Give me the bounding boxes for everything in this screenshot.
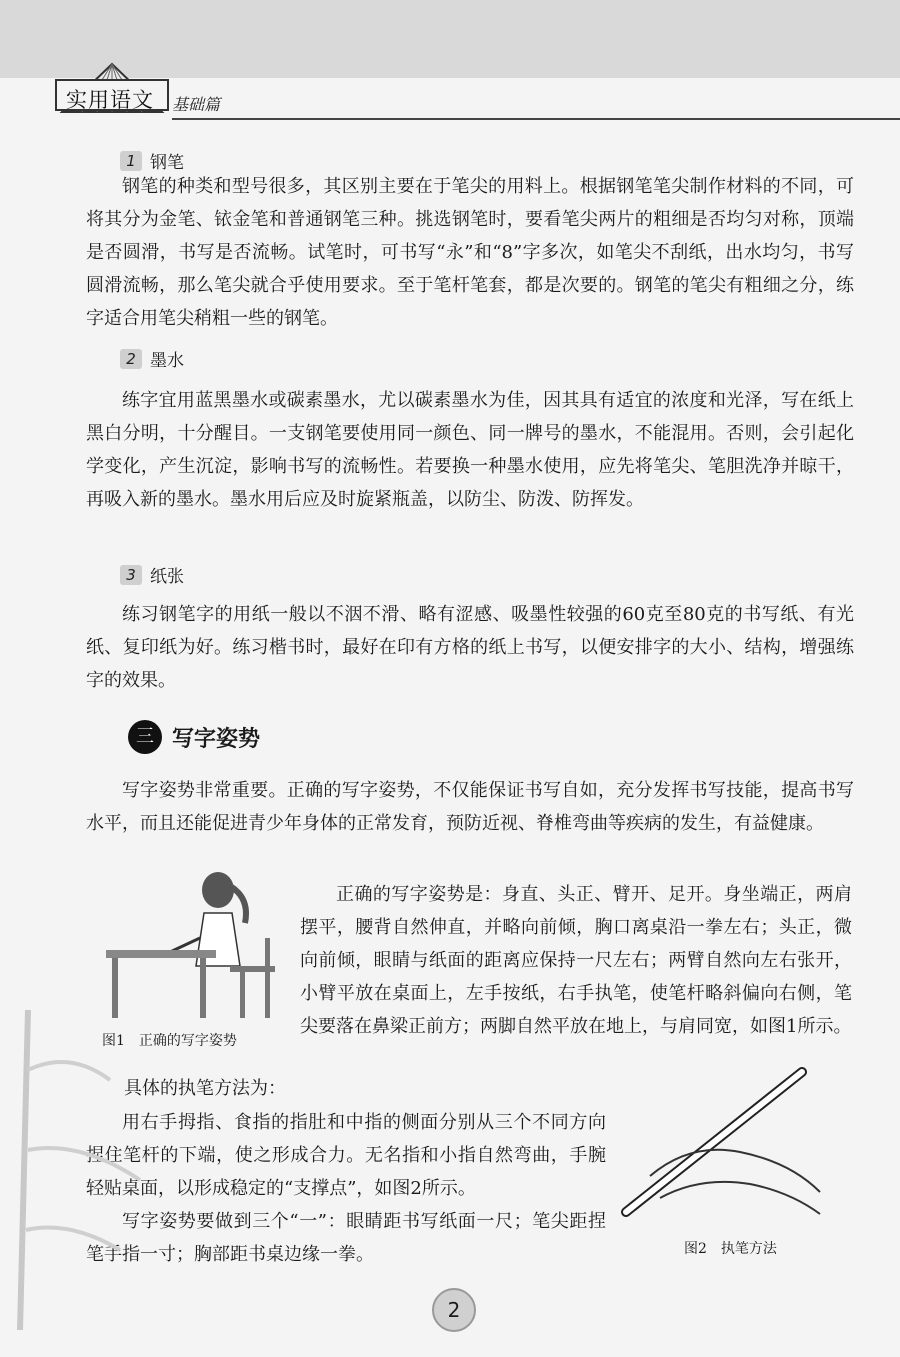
- section-title: 钢笔: [150, 153, 184, 173]
- figure-2-caption: 图2 执笔方法: [684, 1241, 777, 1257]
- paragraph-ink: 练字宜用蓝黑墨水或碳素墨水，尤以碳素墨水为佳，因其具有适宜的浓度和光泽，写在纸上黑白分明，十分醒目。一支钢笔要使用同一颜色、同一牌号的墨水，不能混用。否则，会引起化学变化，产生沉淀，影响书写的流畅性。若要换一种墨水使用，应先将笔尖、笔胆洗净并晾干，再吸入新的墨水。墨水用后应及时旋紧瓶盖，以防尘、防泼、防挥发。: [86, 390, 854, 510]
- paragraph-posture-detail: 正确的写字姿势是：身直、头正、臂开、足开。身坐端正，两肩摆平，腰背自然伸直，并略向前倾，胸口离桌沿一拳左右；头正，微向前倾，眼睛与纸面的距离应保持一尺左右；两臂自然向左右张开，小臂平放在桌面上，左手按纸，右手执笔，使笔杆略斜偏向右侧，笔尖要落在鼻梁正前方；两脚自然平放在地上，与肩同宽，如图1所示。: [300, 884, 852, 1037]
- section-heading-ink: [120, 346, 184, 371]
- header-rule: [172, 118, 900, 120]
- chapter-heading: [128, 720, 260, 754]
- chapter-number: 三: [128, 720, 162, 754]
- paragraph-paper: 练习钢笔字的用纸一般以不洇不滑、略有涩感、吸墨性较强的60克至80克的书写纸、有光纸、复印纸为好。练习楷书时，最好在印有方格的纸上书写，以便安排字的大小、结构，增强练字的效果。: [86, 604, 854, 691]
- section-number: 2: [120, 349, 142, 369]
- sub-title: 基础篇: [172, 95, 221, 114]
- pen-holding-figure: [620, 1066, 830, 1222]
- bamboo-decoration-icon: [0, 1010, 180, 1330]
- paragraph-three-rules: 写字姿势要做到三个“一”：眼睛距书写纸面一尺；笔尖距捏笔手指一寸；胸部距书桌边缘一拳。: [86, 1211, 606, 1265]
- paragraph-method-lead: 具体的执笔方法为：: [124, 1078, 286, 1099]
- paragraph-posture-intro: 写字姿势非常重要。正确的写字姿势，不仅能保证书写自如，充分发挥书写技能，提高书写水平，而且还能促进青少年身体的正常发育，预防近视、脊椎弯曲等疾病的发生，有益健康。: [86, 780, 854, 834]
- section-title: 纸张: [150, 567, 184, 587]
- paragraph-method: 用右手拇指、食指的指肚和中指的侧面分别从三个不同方向捏住笔杆的下端，使之形成合力。无名指和小指自然弯曲，手腕轻贴桌面，以形成稳定的“支撑点”，如图2所示。: [86, 1112, 606, 1199]
- section-title: 墨水: [150, 351, 184, 371]
- figure-1-caption: 图1 正确的写字姿势: [102, 1033, 237, 1049]
- section-number: 3: [120, 565, 142, 585]
- writing-posture-figure: [100, 868, 300, 1028]
- section-heading-paper: [120, 562, 184, 587]
- page-number: 2: [432, 1288, 476, 1332]
- series-title: 实用语文: [66, 88, 154, 112]
- section-number: 1: [120, 151, 142, 171]
- chapter-title: 写字姿势: [172, 726, 261, 752]
- paragraph-pen: 钢笔的种类和型号很多，其区别主要在于笔尖的用料上。根据钢笔笔尖制作材料的不同，可将其分为金笔、铱金笔和普通钢笔三种。挑选钢笔时，要看笔尖两片的粗细是否均匀对称，顶端是否圆滑，书写是否流畅。试笔时，可书写“永”和“8”字多次，如笔尖不刮纸，出水均匀，书写圆滑流畅，那么笔尖就合乎使用要求。至于笔杆笔套，都是次要的。钢笔的笔尖有粗细之分，练字适合用笔尖稍粗一些的钢笔。: [86, 176, 854, 329]
